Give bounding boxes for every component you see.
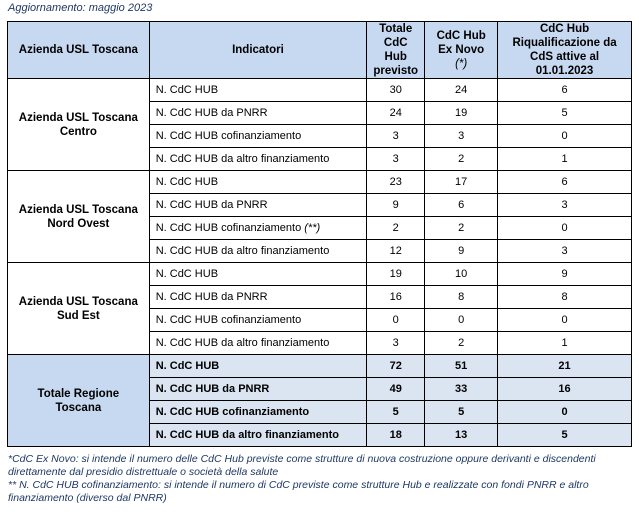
value-totale: 3	[367, 148, 425, 171]
indicatore-cell	[149, 401, 367, 424]
indicatore-cell	[149, 217, 367, 240]
header-row	[8, 22, 632, 79]
indicatore-label: N. CdC HUB	[155, 268, 219, 280]
value-totale: 2	[367, 217, 425, 240]
value-ex-novo: 13	[425, 424, 498, 447]
update-date: Aggiornamento: maggio 2023	[8, 2, 153, 14]
indicatore-label: N. CdC HUB cofinanziamento	[155, 222, 302, 234]
header-indicatori: Indicatori	[149, 22, 367, 79]
value-riqual: 8	[498, 286, 632, 309]
header-ex-novo-label: CdC Hub Ex Novo	[436, 30, 486, 56]
azienda-cell: Totale Regione Toscana	[8, 355, 150, 447]
table-row	[8, 355, 632, 378]
value-ex-novo: 33	[425, 378, 498, 401]
value-ex-novo: 3	[425, 125, 498, 148]
indicatore-label: N. CdC HUB da altro finanziamento	[155, 429, 340, 441]
indicatore-cell	[149, 194, 367, 217]
indicatore-label: N. CdC HUB da PNRR	[155, 291, 268, 303]
indicatore-label: N. CdC HUB da altro finanziamento	[155, 245, 330, 257]
value-riqual: 16	[498, 378, 632, 401]
footnotes	[8, 453, 630, 505]
value-riqual: 0	[498, 217, 632, 240]
footnote-1: *CdC Ex Novo: si intende il numero delle CdC Hub previste come strutture di nuova costruzione oppure derivanti e discendenti direttamente dal presidio distrettuale o società della salute	[8, 453, 596, 478]
indicatore-cell	[149, 263, 367, 286]
value-riqual: 5	[498, 424, 632, 447]
value-riqual: 5	[498, 102, 632, 125]
indicatore-label: N. CdC HUB da PNRR	[155, 199, 268, 211]
value-ex-novo: 10	[425, 263, 498, 286]
value-totale: 18	[367, 424, 425, 447]
azienda-cell: Azienda USL Toscana Centro	[8, 79, 150, 171]
group-azienda	[8, 263, 632, 355]
value-totale: 23	[367, 171, 425, 194]
value-ex-novo: 9	[425, 240, 498, 263]
value-ex-novo: 19	[425, 102, 498, 125]
group-azienda	[8, 79, 632, 171]
table-row	[8, 263, 632, 286]
value-totale: 0	[367, 309, 425, 332]
value-ex-novo: 17	[425, 171, 498, 194]
value-ex-novo: 2	[425, 332, 498, 355]
value-ex-novo: 5	[425, 401, 498, 424]
indicatore-cell	[149, 424, 367, 447]
indicatore-label: N. CdC HUB	[155, 84, 219, 96]
value-totale: 9	[367, 194, 425, 217]
indicatore-label: N. CdC HUB cofinanziamento	[155, 314, 302, 326]
indicatore-cell	[149, 148, 367, 171]
group-azienda	[8, 171, 632, 263]
indicatore-label: N. CdC HUB da PNRR	[155, 383, 270, 395]
header-ex-novo-mark: (*)	[455, 58, 468, 70]
value-riqual: 6	[498, 171, 632, 194]
value-totale: 49	[367, 378, 425, 401]
value-totale: 24	[367, 102, 425, 125]
indicatore-label: N. CdC HUB da altro finanziamento	[155, 337, 330, 349]
indicatore-cell	[149, 79, 367, 102]
value-ex-novo: 2	[425, 148, 498, 171]
indicatore-mark: (**)	[304, 222, 321, 234]
value-totale: 5	[367, 401, 425, 424]
value-riqual: 3	[498, 194, 632, 217]
indicatore-label: N. CdC HUB	[155, 360, 220, 372]
value-riqual: 9	[498, 263, 632, 286]
value-totale: 30	[367, 79, 425, 102]
value-riqual: 1	[498, 332, 632, 355]
value-ex-novo: 24	[425, 79, 498, 102]
indicatore-label: N. CdC HUB cofinanziamento	[155, 406, 310, 418]
value-riqual: 3	[498, 240, 632, 263]
value-ex-novo: 0	[425, 309, 498, 332]
value-totale: 72	[367, 355, 425, 378]
indicatore-cell	[149, 332, 367, 355]
indicatore-cell	[149, 378, 367, 401]
indicatore-cell	[149, 171, 367, 194]
group-totale	[8, 355, 632, 447]
value-totale: 16	[367, 286, 425, 309]
header-azienda: Azienda USL Toscana	[8, 22, 150, 79]
table-row	[8, 79, 632, 102]
azienda-cell: Azienda USL Toscana Sud Est	[8, 263, 150, 355]
value-riqual: 0	[498, 125, 632, 148]
indicatore-label: N. CdC HUB da altro finanziamento	[155, 153, 330, 165]
value-riqual: 1	[498, 148, 632, 171]
indicatore-cell	[149, 125, 367, 148]
indicatore-cell	[149, 286, 367, 309]
indicatore-cell	[149, 355, 367, 378]
value-riqual: 0	[498, 401, 632, 424]
value-ex-novo: 2	[425, 217, 498, 240]
indicatore-cell	[149, 309, 367, 332]
value-riqual: 0	[498, 309, 632, 332]
value-totale: 3	[367, 332, 425, 355]
indicatore-cell	[149, 102, 367, 125]
indicatore-label: N. CdC HUB	[155, 176, 219, 188]
footnote-2: ** N. CdC HUB cofinanziamento: si intende il numero di CdC previste come strutture Hub e realizzate con fondi PNRR e altro finanziamento (diverso dal PNRR)	[8, 479, 589, 504]
value-ex-novo: 51	[425, 355, 498, 378]
value-totale: 3	[367, 125, 425, 148]
cdc-hub-table	[7, 21, 632, 447]
indicatore-label: N. CdC HUB cofinanziamento	[155, 130, 302, 142]
value-riqual: 21	[498, 355, 632, 378]
value-ex-novo: 6	[425, 194, 498, 217]
value-ex-novo: 8	[425, 286, 498, 309]
azienda-cell: Azienda USL Toscana Nord Ovest	[8, 171, 150, 263]
header-totale: Totale CdC Hub previsto	[367, 22, 425, 79]
indicatore-cell	[149, 240, 367, 263]
value-riqual: 6	[498, 79, 632, 102]
header-ex-novo	[425, 22, 498, 79]
value-totale: 19	[367, 263, 425, 286]
table-row	[8, 171, 632, 194]
header-riqualificazione: CdC Hub Riqualificazione da CdS attive al 01.01.2023	[498, 22, 632, 79]
indicatore-label: N. CdC HUB da PNRR	[155, 107, 268, 119]
value-totale: 12	[367, 240, 425, 263]
